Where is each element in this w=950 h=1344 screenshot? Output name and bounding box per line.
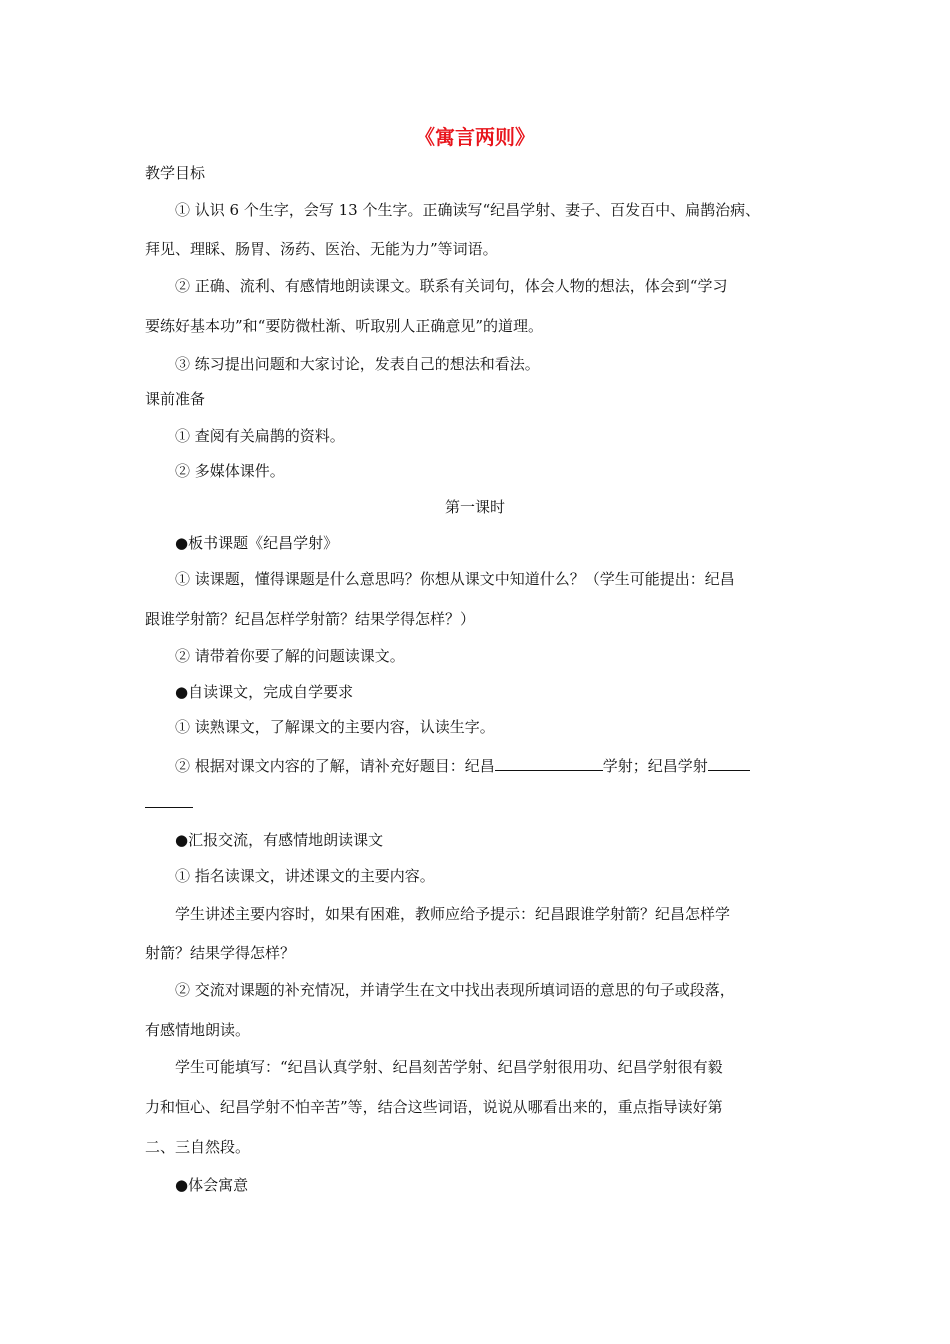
- bullet-1-item-1-line-2: 跟谁学射箭？纪昌怎样学射箭？结果学得怎样？）: [145, 610, 476, 628]
- bullet-heading-3: ●汇报交流，有感情地朗读课文: [175, 831, 384, 849]
- page-title: 《寓言两则》: [415, 125, 535, 149]
- prep-item-2: ② 多媒体课件。: [175, 462, 285, 480]
- bullet-3-para-2-line-1: 学生可能填写：“纪昌认真学射、纪昌刻苦学射、纪昌学射很用功、纪昌学射很有毅: [175, 1058, 723, 1076]
- bullet-3-item-2-line-1: ② 交流对课题的补充情况，并请学生在文中找出表现所填词语的意思的句子或段落，: [175, 981, 735, 999]
- section-heading-objectives: 教学目标: [145, 164, 206, 182]
- fill-in-text-1: ② 根据对课文内容的了解，请补充好题目：纪昌: [175, 757, 495, 775]
- bullet-3-para-2-line-2: 力和恒心、纪昌学射不怕辛苦”等，结合这些词语，说说从哪看出来的，重点指导读好第: [145, 1098, 723, 1116]
- fill-in-text-2: 学射；纪昌学射: [602, 757, 708, 775]
- bullet-3-para-1-line-1: 学生讲述主要内容时，如果有困难，教师应给予提示：纪昌跟谁学射箭？纪昌怎样学: [175, 905, 731, 923]
- bullet-3-item-1: ① 指名读课文，讲述课文的主要内容。: [175, 867, 435, 885]
- fill-in-blank-1[interactable]: [495, 754, 603, 771]
- bullet-3-para-2-line-3: 二、三自然段。: [145, 1138, 251, 1156]
- bullet-2-item-2: [175, 754, 750, 776]
- fill-in-blank-2-continued[interactable]: [145, 791, 193, 813]
- bullet-1-item-2: ② 请带着你要了解的问题读课文。: [175, 647, 405, 665]
- objective-2-line-2: 要练好基本功”和“要防微杜渐、听取别人正确意见”的道理。: [145, 317, 544, 335]
- fill-in-blank-2[interactable]: [708, 754, 750, 771]
- prep-item-1: ① 查阅有关扁鹊的资料。: [175, 427, 345, 445]
- bullet-heading-4: ●体会寓意: [175, 1176, 249, 1194]
- lesson-heading: 第一课时: [444, 498, 505, 516]
- bullet-heading-1: ●板书课题《纪昌学射》: [175, 534, 339, 552]
- objective-2-line-1: ② 正确、流利、有感情地朗读课文。联系有关词句，体会人物的想法，体会到“学习: [175, 277, 728, 295]
- bullet-heading-2: ●自读课文，完成自学要求: [175, 683, 354, 701]
- bullet-3-para-1-line-2: 射箭？结果学得怎样？: [145, 944, 296, 962]
- bullet-1-item-1-line-1: ① 读课题，懂得课题是什么意思吗？你想从课文中知道什么？（学生可能提出：纪昌: [175, 570, 735, 588]
- bullet-3-item-2-line-2: 有感情地朗读。: [145, 1021, 251, 1039]
- section-heading-prep: 课前准备: [145, 390, 206, 408]
- objective-1-line-1: ① 认识 6 个生字，会写 13 个生字。正确读写“纪昌学射、妻子、百发百中、扁鹊治病、: [175, 201, 761, 219]
- bullet-2-item-1: ① 读熟课文，了解课文的主要内容，认读生字。: [175, 718, 495, 736]
- objective-3: ③ 练习提出问题和大家讨论，发表自己的想法和看法。: [175, 355, 540, 373]
- objective-1-line-2: 拜见、理睬、肠胃、汤药、医治、无能为力”等词语。: [145, 240, 498, 258]
